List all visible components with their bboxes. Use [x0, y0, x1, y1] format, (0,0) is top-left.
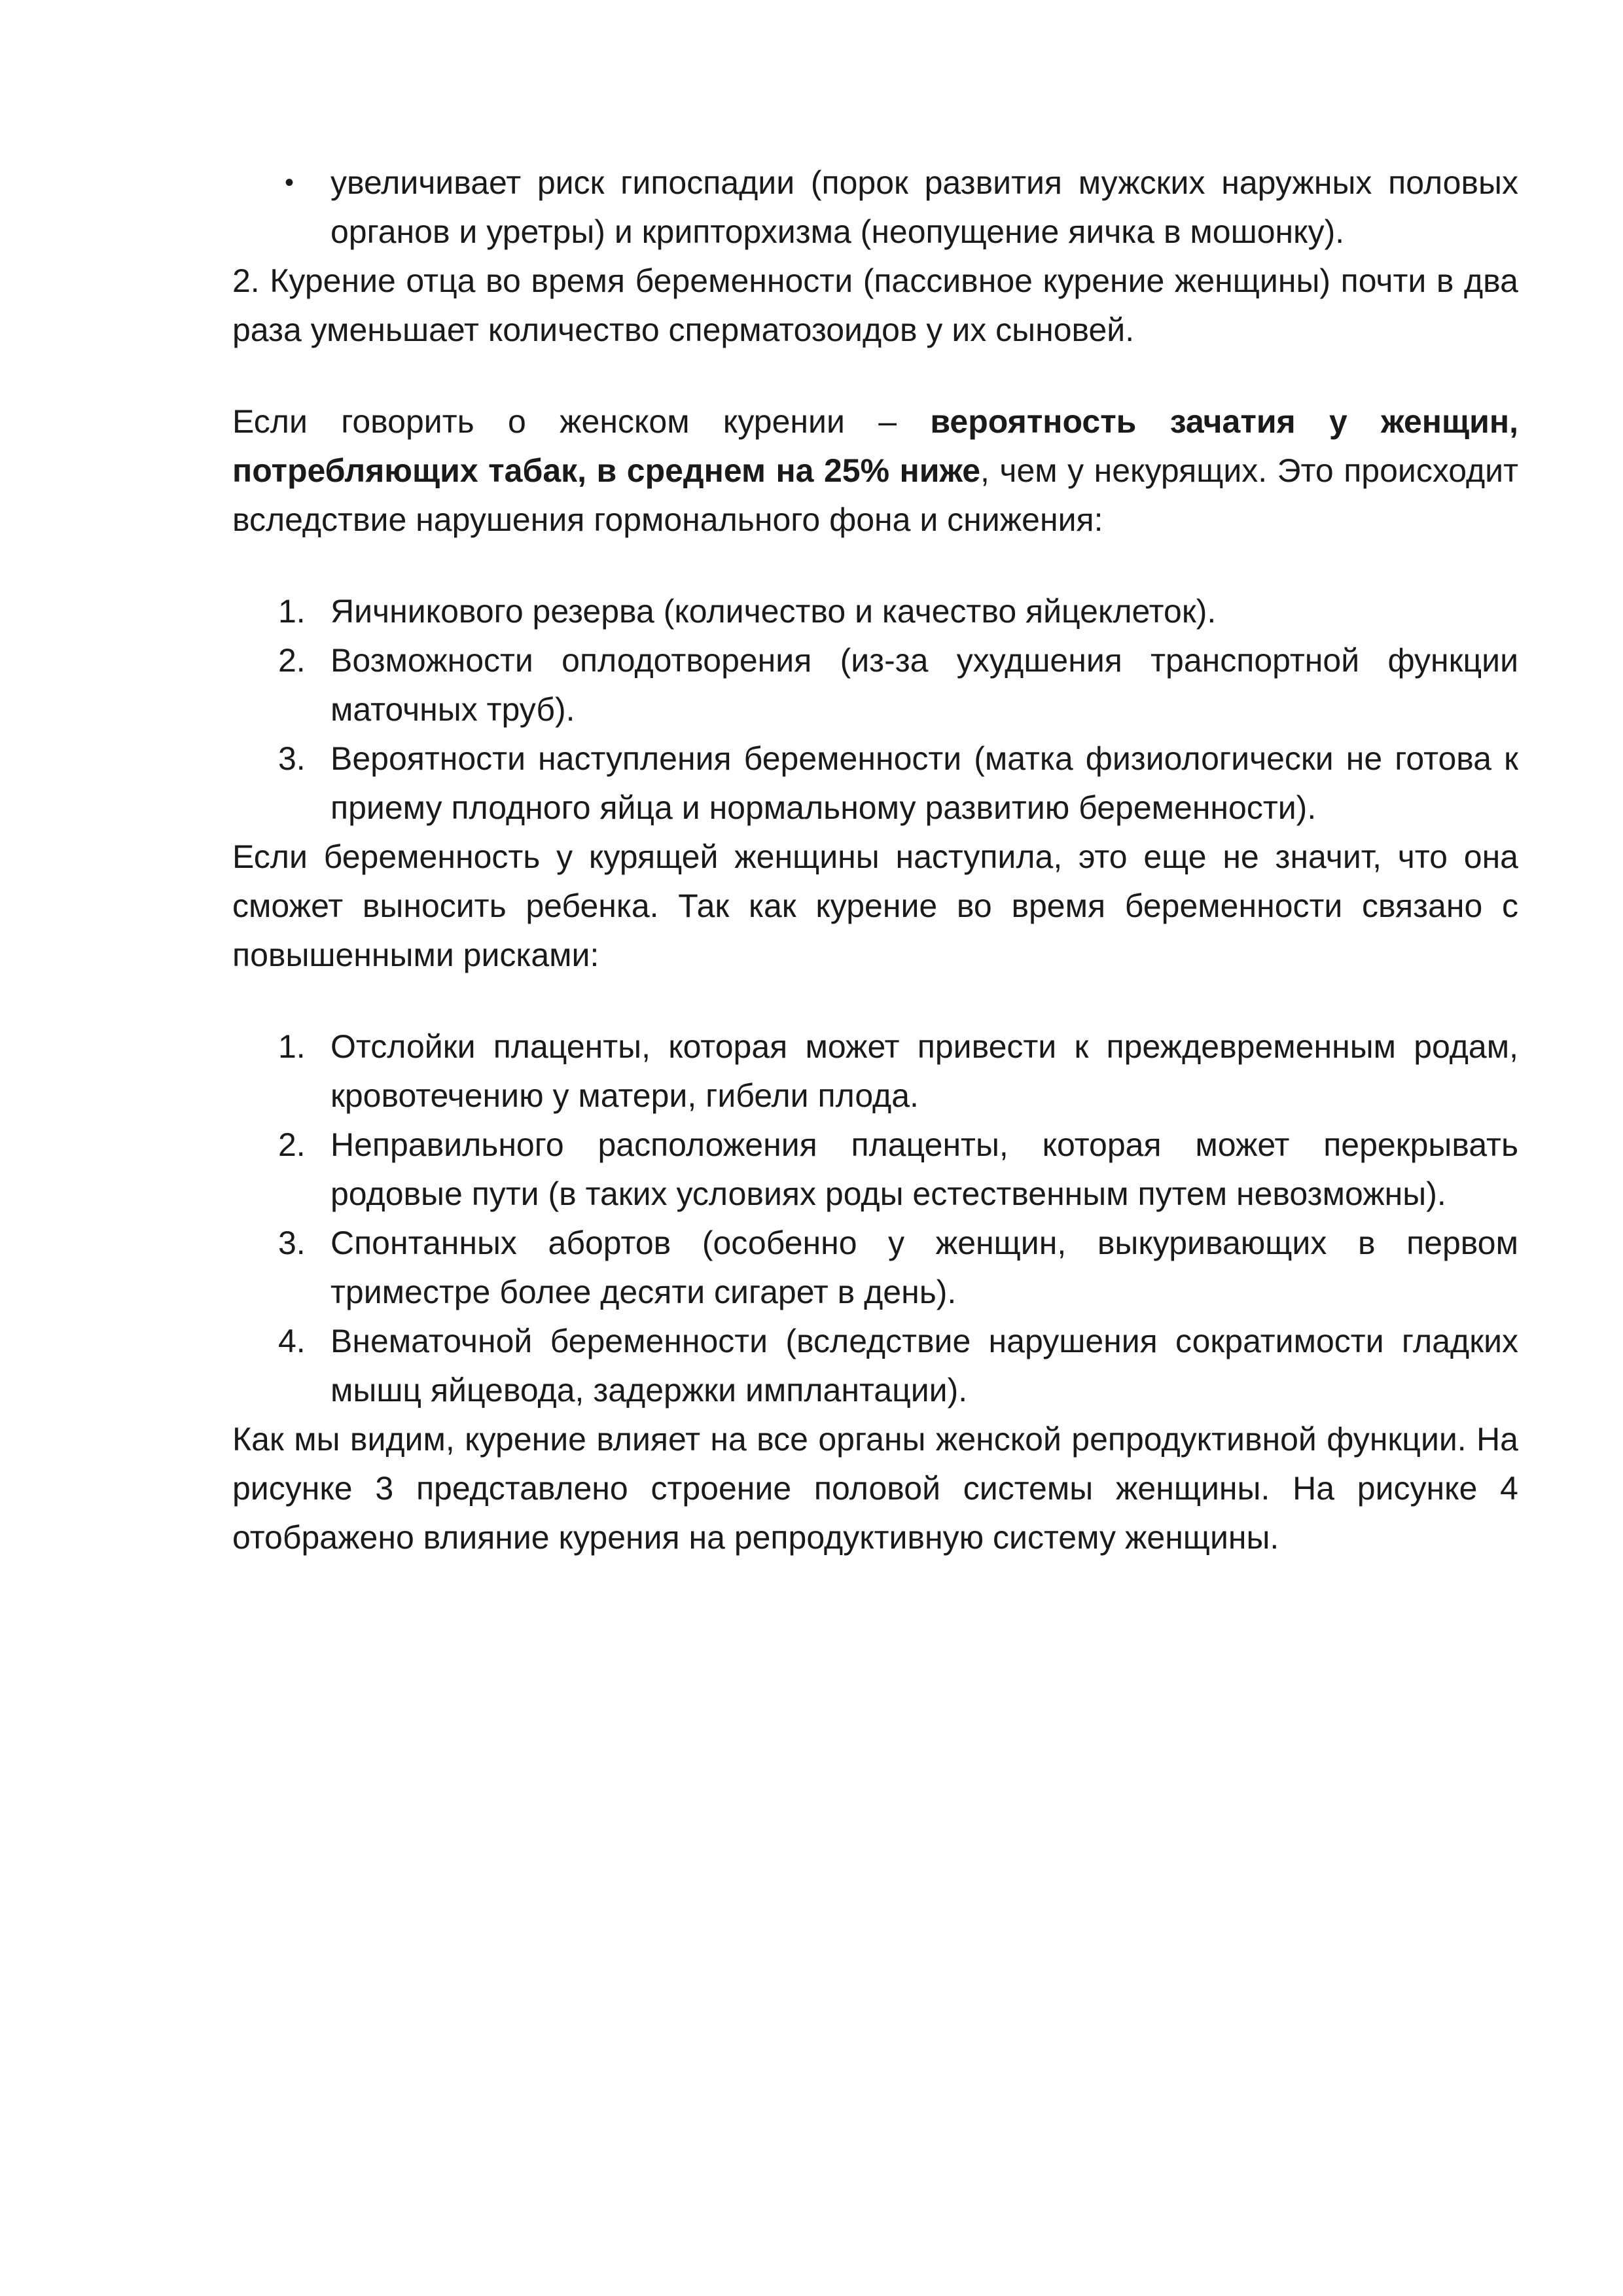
list-item	[232, 1219, 1518, 1317]
list-number: 1.	[278, 593, 306, 630]
list-item	[232, 587, 1518, 636]
list-number: 4.	[278, 1323, 306, 1359]
spacer	[232, 980, 1518, 1022]
numbered-list-risks	[232, 1022, 1518, 1415]
paragraph-bold-emphasis: вероятность зачатия у женщин, потребляющих табак, в среднем на 25% ниже	[232, 403, 1518, 489]
paragraph-female-smoking	[232, 397, 1518, 545]
list-item	[232, 158, 1518, 257]
paragraph-conclusion: Как мы видим, курение влияет на все органы женской репродуктивной функции. На рисунке 3 представлено строение половой системы женщины. На рисунке 4 отображено влияние курения на репродуктивную систему женщины.	[232, 1421, 1518, 1556]
list-number: 2.	[278, 1126, 306, 1163]
list-item-text: Яичникового резерва (количество и качество яйцеклеток).	[330, 593, 1217, 630]
list-number: 3.	[278, 1225, 306, 1261]
list-item	[232, 1121, 1518, 1219]
paragraph-tail: , чем у некурящих. Это происходит вследствие нарушения гормонального фона и снижения:	[232, 452, 1518, 538]
list-item-text: Возможности оплодотворения (из-за ухудшения транспортной функции маточных труб).	[330, 642, 1518, 728]
bullet-list	[232, 158, 1518, 257]
list-item-text: Внематочной беременности (вследствие нарушения сократимости гладких мышц яйцевода, задержки имплантации).	[330, 1323, 1518, 1408]
paragraph-lead: Если говорить о женском курении –	[232, 403, 931, 440]
list-item	[232, 636, 1518, 734]
list-number: 1.	[278, 1028, 306, 1065]
list-item-text: Неправильного расположения плаценты, которая может перекрывать родовые пути (в таких условиях роды естественным путем невозможны).	[330, 1126, 1518, 1212]
list-item-text: Спонтанных абортов (особенно у женщин, выкуривающих в первом триместре более десяти сигарет в день).	[330, 1225, 1518, 1310]
numbered-list-reduction	[232, 587, 1518, 833]
paragraph-father-smoking: 2. Курение отца во время беременности (пассивное курение женщины) почти в два раза уменьшает количество сперматозоидов у их сыновей.	[232, 262, 1518, 348]
list-item	[232, 1022, 1518, 1121]
spacer	[232, 355, 1518, 397]
paragraph-pregnancy-risks: Если беременность у курящей женщины наступила, это еще не значит, что она сможет выносить ребенка. Так как курение во время беременности связано с повышенными рисками:	[232, 838, 1518, 973]
document-page	[232, 158, 1518, 1562]
list-number: 3.	[278, 740, 306, 777]
list-number: 2.	[278, 642, 306, 679]
list-item-text: Вероятности наступления беременности (матка физиологически не готова к приему плодного яйца и нормальному развитию беременности).	[330, 740, 1518, 826]
spacer	[232, 545, 1518, 587]
list-item-text: Отслойки плаценты, которая может привести к преждевременным родам, кровотечению у матери, гибели плода.	[330, 1028, 1518, 1114]
list-item-text: увеличивает риск гипоспадии (порок развития мужских наружных половых органов и уретры) и крипторхизма (неопущение яичка в мошонку).	[330, 164, 1518, 250]
list-item	[232, 734, 1518, 833]
list-item	[232, 1317, 1518, 1415]
bullet-marker: •	[285, 168, 294, 197]
